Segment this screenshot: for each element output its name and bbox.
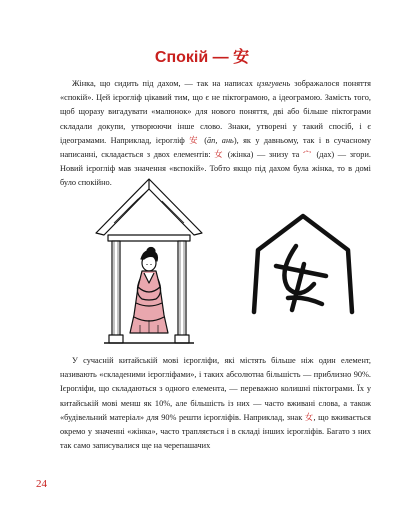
hanzi-an: 安 [189,135,200,145]
text-run: (жінка) — знизу та [224,150,304,160]
body-paragraph [60,354,371,453]
intro-paragraph [60,77,371,191]
text-run: , що вживається окремо у значенні «жінка», часто трапляється і в складі інших ієрогліфів. Багато з них так само записувалися ще на черепашачих [60,412,371,451]
text-run: Жінка, що сидить під дахом, — так на написах [72,79,257,88]
text-run: ), як у давньому, так і в сучасному написанні, складається з двох елементів: [60,135,371,160]
title-hanzi: 安 [233,49,250,66]
text-run: зображалося поняття «спокій». Цей ієрогліф цікавий тим, що є не піктограмою, а ідеограмою. Замість того, щоб щоразу вигадувати «малюнок» для нового поняття, дві або більше піктограми складали докупи, утворюючи інше слово. Знаки, утворені у такий спосіб, і є ідеограмами. Наприклад, ієрогліф [60,79,371,145]
hanzi-woman: 女 [214,150,225,160]
text-run-italic: цзягувень [256,79,291,88]
title-word: Спокій — [154,49,229,66]
section-title [0,44,404,67]
page-number: 24 [36,478,47,490]
text-run: (дах) — згори. Новий ієрогліф мав значення «вспокій». Тобто якщо під дахом була жінка, то в домі було спокійно. [60,150,371,188]
ancient-an-glyph [248,210,358,320]
hanzi-woman: 女 [304,412,314,422]
text-run: У сучасній китайській мові ієрогліфи, які містять більше ніж один елемент, називають «складеними ієрогліфами», і таких абсолютна більшість — приблизно 90%. Ієрогліфи, що складаються з одного елемента, — переважно колишні піктограми. Їх у китайській мові менш як 10%, але більшість із них — часто вживані слова, а також «будівельний матеріал» для 90% решти ієрогліфів. Наприклад, знак [60,356,371,422]
text-run: ( [199,135,208,145]
pinyin-an: ān, ань [207,135,234,145]
hanzi-roof: 宀 [303,150,313,160]
woman-under-roof-illustration [94,175,204,350]
